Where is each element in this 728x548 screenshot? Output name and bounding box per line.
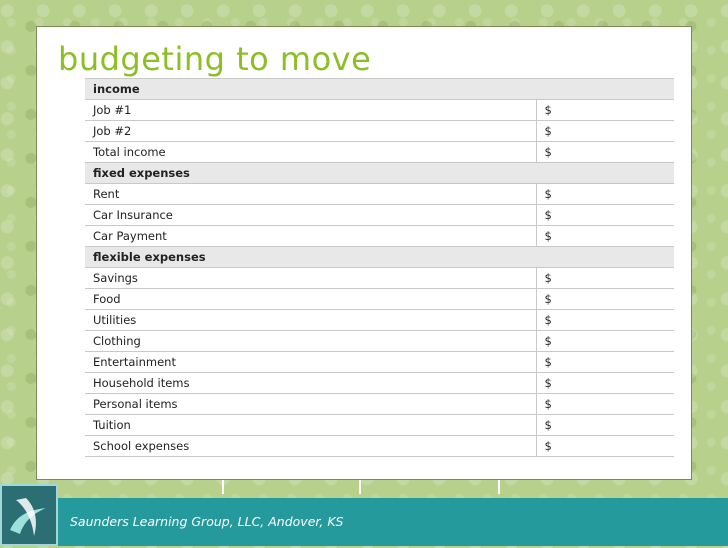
- footer-credit: Saunders Learning Group, LLC, Andover, KS: [70, 514, 344, 529]
- amount-cell: $: [536, 268, 674, 289]
- amount-cell: $: [536, 415, 674, 436]
- amount-cell: $: [536, 310, 674, 331]
- item-label: Food: [85, 289, 536, 310]
- amount-cell: $: [536, 205, 674, 226]
- section-label: income: [85, 79, 674, 100]
- slide-panel: [36, 26, 692, 480]
- amount-cell: $: [536, 394, 674, 415]
- table-row: [85, 415, 674, 436]
- divider-tick: [359, 480, 361, 494]
- item-label: Total income: [85, 142, 536, 163]
- amount-cell: $: [536, 100, 674, 121]
- section-header-row: [85, 79, 674, 100]
- item-label: Job #1: [85, 100, 536, 121]
- table-row: [85, 331, 674, 352]
- table-row: [85, 100, 674, 121]
- item-label: Rent: [85, 184, 536, 205]
- table-row: [85, 268, 674, 289]
- item-label: Household items: [85, 373, 536, 394]
- budget-table-body: [85, 79, 674, 457]
- table-row: [85, 373, 674, 394]
- item-label: Tuition: [85, 415, 536, 436]
- table-row: [85, 436, 674, 457]
- amount-cell: $: [536, 226, 674, 247]
- amount-cell: $: [536, 289, 674, 310]
- amount-cell: $: [536, 436, 674, 457]
- item-label: School expenses: [85, 436, 536, 457]
- amount-cell: $: [536, 331, 674, 352]
- amount-cell: $: [536, 184, 674, 205]
- item-label: Car Insurance: [85, 205, 536, 226]
- amount-cell: $: [536, 352, 674, 373]
- table-row: [85, 205, 674, 226]
- amount-cell: $: [536, 142, 674, 163]
- amount-cell: $: [536, 373, 674, 394]
- item-label: Utilities: [85, 310, 536, 331]
- table-row: [85, 352, 674, 373]
- table-row: [85, 289, 674, 310]
- item-label: Clothing: [85, 331, 536, 352]
- item-label: Savings: [85, 268, 536, 289]
- table-row: [85, 226, 674, 247]
- section-header-row: [85, 247, 674, 268]
- table-row: [85, 184, 674, 205]
- footer-bar: [0, 498, 728, 546]
- item-label: Entertainment: [85, 352, 536, 373]
- section-header-row: [85, 163, 674, 184]
- item-label: Car Payment: [85, 226, 536, 247]
- divider-tick: [498, 480, 500, 494]
- section-label: flexible expenses: [85, 247, 674, 268]
- item-label: Personal items: [85, 394, 536, 415]
- section-label: fixed expenses: [85, 163, 674, 184]
- budget-table: [85, 78, 674, 457]
- table-row: [85, 310, 674, 331]
- amount-cell: $: [536, 121, 674, 142]
- swoosh-logo-icon: [0, 484, 58, 546]
- table-row: [85, 121, 674, 142]
- table-row: [85, 142, 674, 163]
- table-row: [85, 394, 674, 415]
- divider-tick: [222, 480, 224, 494]
- item-label: Job #2: [85, 121, 536, 142]
- slide-title: budgeting to move: [58, 40, 372, 78]
